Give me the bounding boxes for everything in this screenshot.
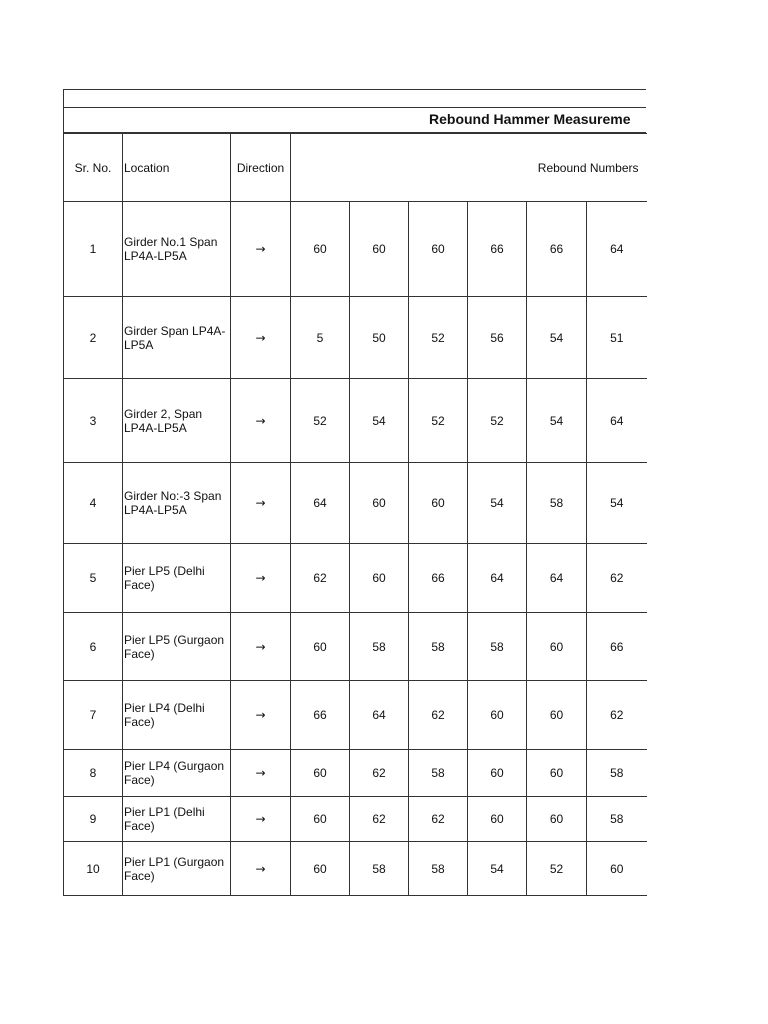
table-row — [64, 681, 647, 750]
rebound-value-cell: 60 — [587, 842, 647, 896]
sr-no-cell: 9 — [64, 797, 123, 842]
location-cell: Pier LP4 (Delhi Face) — [123, 681, 231, 750]
direction-arrow-icon: → — [231, 613, 291, 681]
rebound-value-cell: 60 — [409, 202, 468, 297]
rebound-value-cell: 54 — [587, 463, 647, 544]
rebound-value-cell: 58 — [527, 463, 587, 544]
rebound-value-cell: 58 — [587, 750, 647, 797]
rebound-value-cell: 60 — [350, 544, 409, 613]
rebound-value-cell: 52 — [527, 842, 587, 896]
rebound-value-cell: 60 — [527, 750, 587, 797]
sr-no-cell: 3 — [64, 379, 123, 463]
sr-no-cell: 6 — [64, 613, 123, 681]
rebound-value-cell: 60 — [527, 797, 587, 842]
rebound-value-cell: 64 — [587, 379, 647, 463]
rebound-value-cell: 60 — [291, 613, 350, 681]
header-row — [64, 134, 647, 202]
table-row — [64, 613, 647, 681]
direction-arrow-icon: → — [231, 681, 291, 750]
rebound-value-cell: 51 — [587, 297, 647, 379]
location-cell: Pier LP4 (Gurgaon Face) — [123, 750, 231, 797]
sr-no-cell: 2 — [64, 297, 123, 379]
rebound-value-cell: 58 — [468, 613, 527, 681]
rebound-value-cell: 62 — [587, 544, 647, 613]
location-header: Location — [123, 134, 231, 202]
rebound-value-cell: 60 — [527, 613, 587, 681]
sr-no-cell: 5 — [64, 544, 123, 613]
location-cell: Girder No.1 Span LP4A-LP5A — [123, 202, 231, 297]
direction-arrow-icon: → — [231, 297, 291, 379]
rebound-value-cell: 60 — [468, 750, 527, 797]
table-row — [64, 544, 647, 613]
location-cell: Girder No:-3 Span LP4A-LP5A — [123, 463, 231, 544]
sr-no-cell: 1 — [64, 202, 123, 297]
rebound-value-cell: 56 — [468, 297, 527, 379]
rebound-value-cell: 62 — [587, 681, 647, 750]
spreadsheet — [63, 89, 646, 896]
rebound-value-cell: 62 — [350, 750, 409, 797]
direction-header: Direction — [231, 134, 291, 202]
sheet-title: Rebound Hammer Measureme — [429, 111, 631, 127]
rebound-numbers-header: Rebound Numbers — [291, 134, 647, 202]
rebound-value-cell: 66 — [409, 544, 468, 613]
rebound-value-cell: 66 — [527, 202, 587, 297]
rebound-value-cell: 64 — [527, 544, 587, 613]
rebound-value-cell: 60 — [291, 750, 350, 797]
direction-arrow-icon: → — [231, 202, 291, 297]
location-cell: Pier LP5 (Gurgaon Face) — [123, 613, 231, 681]
sr-no-cell: 4 — [64, 463, 123, 544]
rebound-value-cell: 60 — [350, 463, 409, 544]
direction-arrow-icon: → — [231, 842, 291, 896]
direction-arrow-icon: → — [231, 463, 291, 544]
location-cell: Pier LP1 (Delhi Face) — [123, 797, 231, 842]
rebound-value-cell: 62 — [291, 544, 350, 613]
table-row — [64, 797, 647, 842]
rebound-value-cell: 64 — [350, 681, 409, 750]
rebound-value-cell: 54 — [527, 379, 587, 463]
rebound-value-cell: 60 — [468, 797, 527, 842]
table-row — [64, 202, 647, 297]
rebound-value-cell: 66 — [587, 613, 647, 681]
rebound-value-cell: 58 — [409, 842, 468, 896]
rebound-value-cell: 58 — [409, 613, 468, 681]
direction-arrow-icon: → — [231, 750, 291, 797]
rebound-value-cell: 62 — [409, 681, 468, 750]
rebound-value-cell: 64 — [291, 463, 350, 544]
rebound-value-cell: 60 — [527, 681, 587, 750]
rebound-value-cell: 52 — [291, 379, 350, 463]
table-row — [64, 750, 647, 797]
table-row — [64, 379, 647, 463]
rebound-value-cell: 54 — [468, 842, 527, 896]
title-row — [63, 108, 646, 133]
sr-no-cell: 10 — [64, 842, 123, 896]
rebound-value-cell: 64 — [468, 544, 527, 613]
rebound-value-cell: 64 — [587, 202, 647, 297]
location-cell: Pier LP5 (Delhi Face) — [123, 544, 231, 613]
rebound-value-cell: 50 — [350, 297, 409, 379]
sr-no-cell: 8 — [64, 750, 123, 797]
empty-top-row — [63, 89, 646, 108]
rebound-value-cell: 52 — [409, 297, 468, 379]
table-row — [64, 842, 647, 896]
rebound-value-cell: 66 — [291, 681, 350, 750]
rebound-value-cell: 66 — [468, 202, 527, 297]
rebound-value-cell: 60 — [350, 202, 409, 297]
rebound-value-cell: 62 — [350, 797, 409, 842]
rebound-value-cell: 58 — [350, 842, 409, 896]
rebound-value-cell: 54 — [350, 379, 409, 463]
location-cell: Girder 2, Span LP4A-LP5A — [123, 379, 231, 463]
rebound-value-cell: 5 — [291, 297, 350, 379]
rebound-table — [63, 133, 647, 896]
rebound-value-cell: 60 — [468, 681, 527, 750]
rebound-value-cell: 62 — [409, 797, 468, 842]
rebound-value-cell: 58 — [409, 750, 468, 797]
rebound-value-cell: 58 — [587, 797, 647, 842]
rebound-value-cell: 60 — [291, 797, 350, 842]
rebound-value-cell: 60 — [409, 463, 468, 544]
rebound-value-cell: 52 — [409, 379, 468, 463]
rebound-value-cell: 60 — [291, 202, 350, 297]
rebound-value-cell: 54 — [527, 297, 587, 379]
rebound-value-cell: 58 — [350, 613, 409, 681]
location-cell: Girder Span LP4A-LP5A — [123, 297, 231, 379]
location-cell: Pier LP1 (Gurgaon Face) — [123, 842, 231, 896]
table-row — [64, 297, 647, 379]
table-row — [64, 463, 647, 544]
rebound-value-cell: 60 — [291, 842, 350, 896]
direction-arrow-icon: → — [231, 379, 291, 463]
table-body — [64, 202, 647, 896]
sr-no-header: Sr. No. — [64, 134, 123, 202]
sr-no-cell: 7 — [64, 681, 123, 750]
direction-arrow-icon: → — [231, 544, 291, 613]
rebound-value-cell: 52 — [468, 379, 527, 463]
direction-arrow-icon: → — [231, 797, 291, 842]
rebound-value-cell: 54 — [468, 463, 527, 544]
